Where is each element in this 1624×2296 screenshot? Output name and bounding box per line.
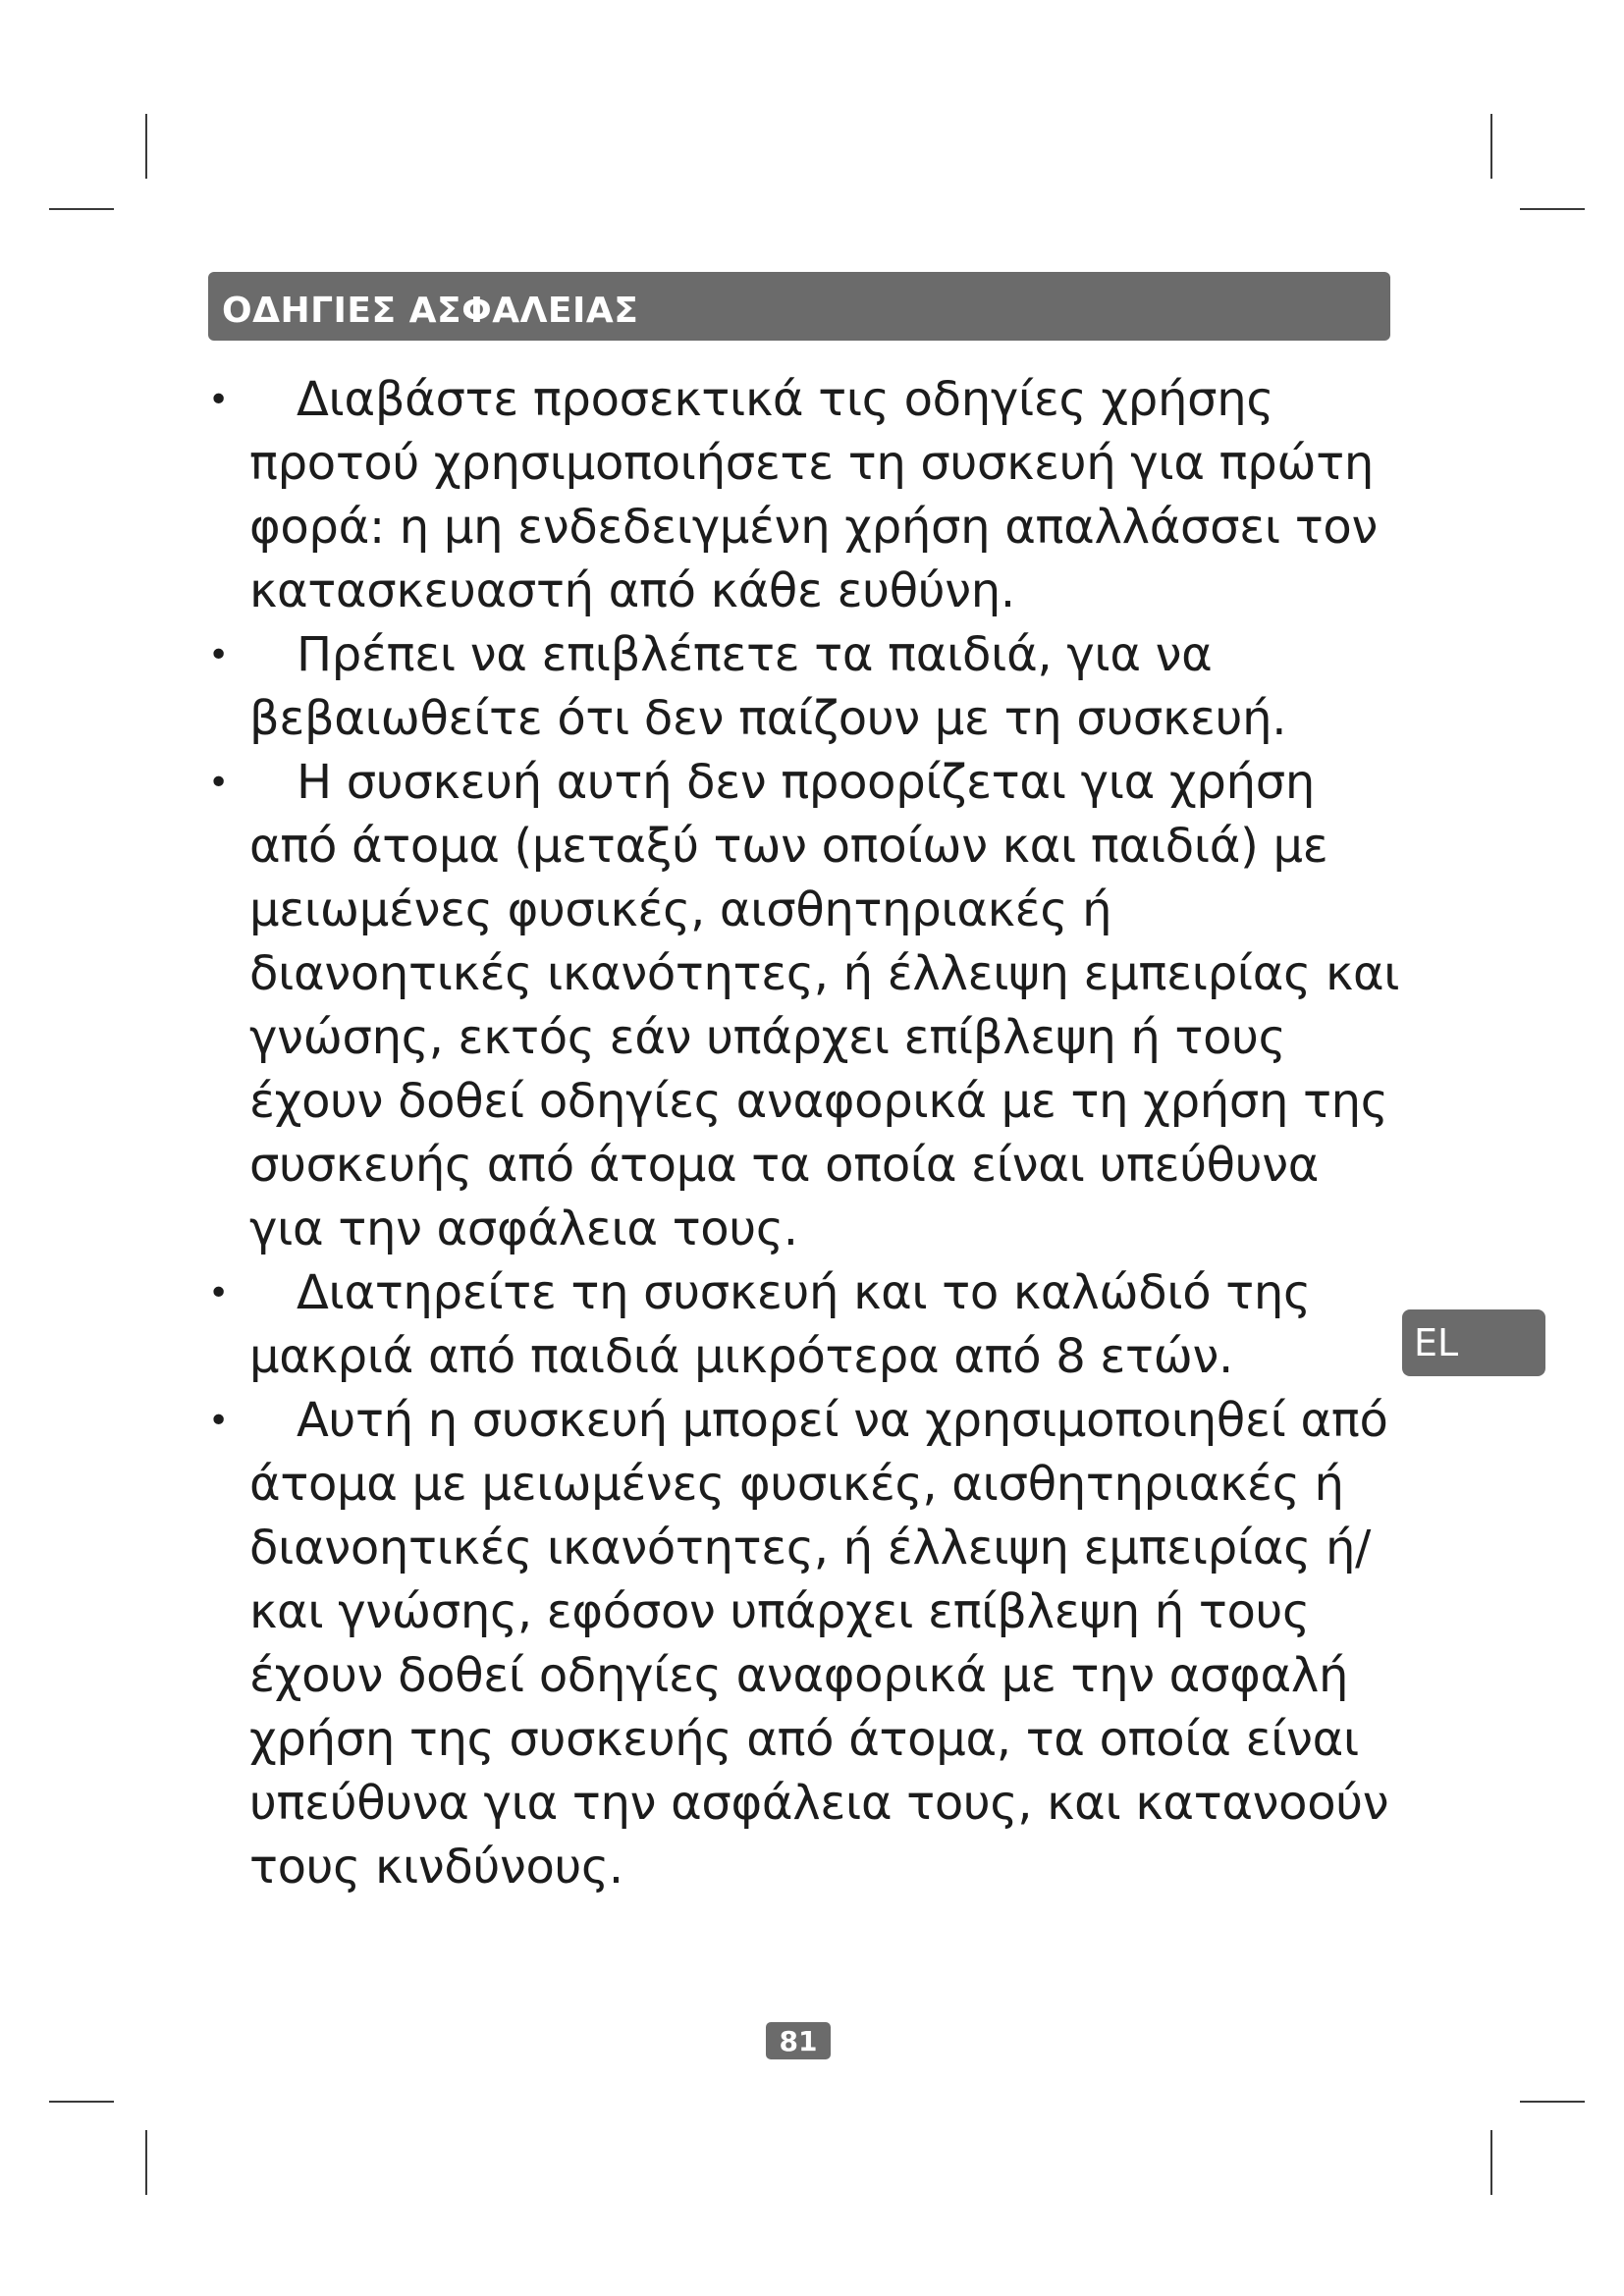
section-title: ΟΔΗΓΙΕΣ ΑΣΦΑΛΕΙΑΣ [222, 290, 639, 331]
bullet-icon: • [208, 763, 229, 803]
list-item-text: Διατηρείτε τη συσκευή και το καλώδιό της μακριά από παιδιά μικρότερα από 8 ετών. [249, 1265, 1311, 1384]
language-tab [1402, 1309, 1545, 1376]
bullet-icon: • [208, 1401, 229, 1441]
bullet-icon: • [208, 1273, 229, 1313]
bullet-icon: • [208, 380, 229, 420]
crop-mark-bottom-left-horizontal [49, 2101, 114, 2103]
list-item [208, 368, 1406, 623]
crop-mark-top-left-vertical [145, 114, 147, 179]
list-item-text: Διαβάστε προσεκτικά τις οδηγίες χρήσης προτού χρησιμοποιήσετε τη συσκευή για πρώτη φορά: η μη ενδεδειγμένη χρήση απαλλάσσει τον κατασκευαστή από κάθε ευθύνη. [249, 372, 1378, 618]
crop-mark-bottom-right-vertical [1490, 2130, 1492, 2195]
list-item-text: Πρέπει να επιβλέπετε τα παιδιά, για να βεβαιωθείτε ότι δεν παίζουν με τη συσκευή. [249, 627, 1287, 746]
list-item [208, 1261, 1406, 1389]
list-item [208, 751, 1406, 1261]
section-header-bar [208, 272, 1390, 341]
bullet-list [208, 368, 1406, 1899]
crop-mark-top-left-horizontal [49, 208, 114, 210]
crop-mark-top-right-vertical [1490, 114, 1492, 179]
crop-mark-bottom-left-vertical [145, 2130, 147, 2195]
list-item-text: Αυτή η συσκευή μπορεί να χρησιμοποιηθεί από άτομα με μειωμένες φυσικές, αισθητηριακές ή διανοητικές ικανότητες, ή έλλειψη εμπειρίας ή/και γνώσης, εφόσον υπάρχει επίβλεψη ή τους έχουν δοθεί οδηγίες αναφορικά με την ασφαλή χρήση της συσκευής από άτομα, τα οποία είναι υπεύθυνα για την ασφάλεια τους, και κατανοούν τους κινδύνους. [249, 1393, 1389, 1895]
page-number: 81 [779, 2024, 818, 2057]
list-item [208, 1389, 1406, 1899]
list-item-text: Η συσκευή αυτή δεν προορίζεται για χρήση από άτομα (μεταξύ των οποίων και παιδιά) με μειωμένες φυσικές, αισθητηριακές ή διανοητικές ικανότητες, ή έλλειψη εμπειρίας και γνώσης, εκτός εάν υπάρχει επίβλεψη ή τους έχουν δοθεί οδηγίες αναφορικά με τη χρήση της συσκευής από άτομα τα οποία είναι υπεύθυνα για την ασφάλεια τους. [249, 755, 1400, 1256]
list-item [208, 623, 1406, 751]
page-number-badge [766, 2022, 831, 2059]
bullet-icon: • [208, 635, 229, 675]
language-label: EL [1414, 1321, 1459, 1364]
crop-mark-top-right-horizontal [1520, 208, 1585, 210]
safety-instructions [208, 368, 1406, 1899]
crop-mark-bottom-right-horizontal [1520, 2101, 1585, 2103]
